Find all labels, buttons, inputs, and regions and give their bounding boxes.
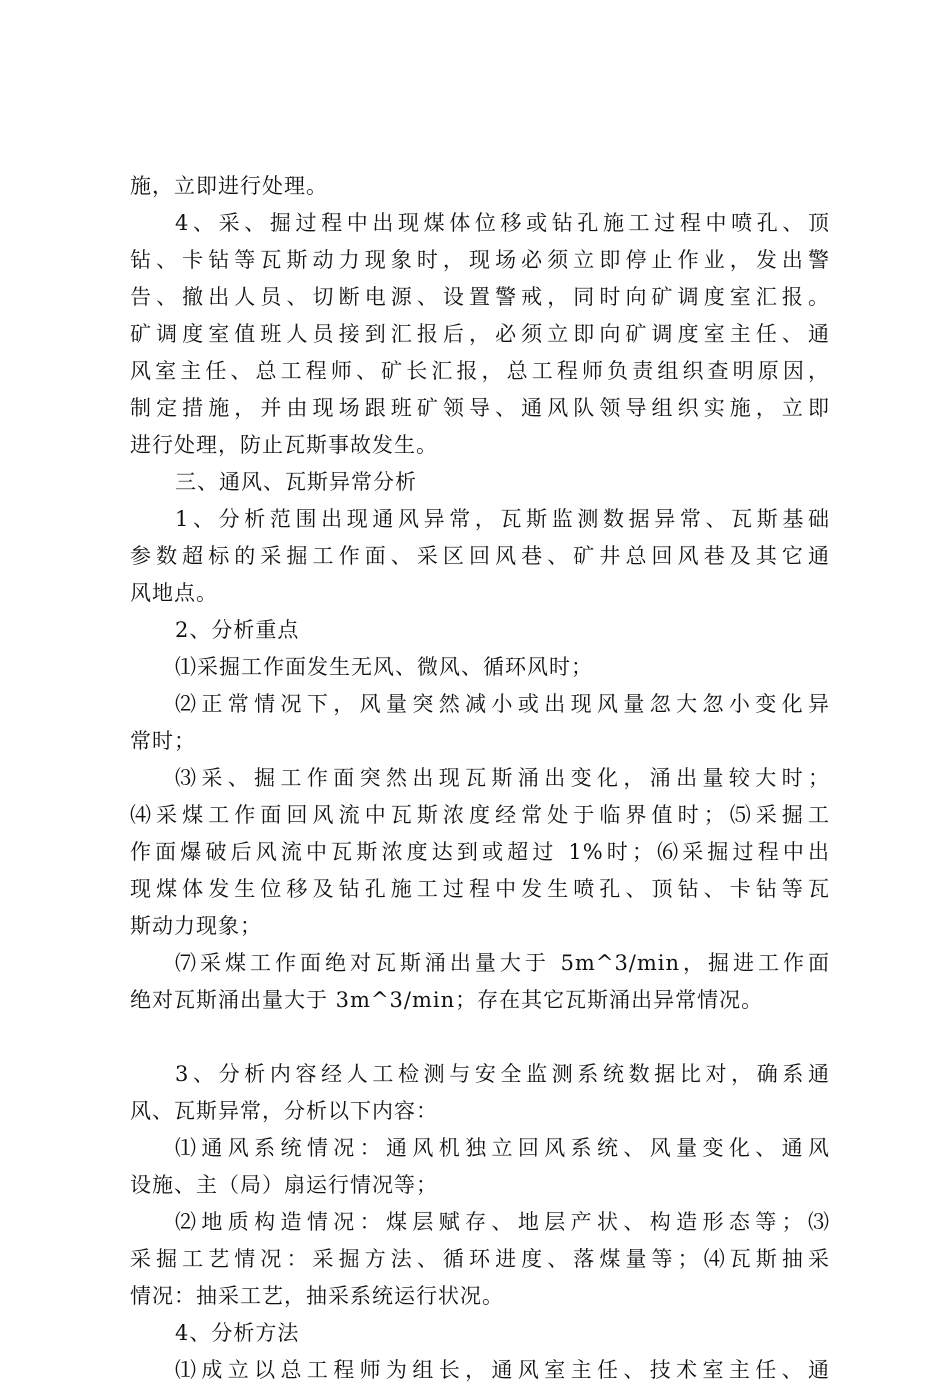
text-line: 进行处理，防止瓦斯事故发生。	[130, 433, 438, 457]
text-line: ⑴通风系统情况：通风机独立回风系统、风量变化、通风	[175, 1136, 830, 1160]
text-line: 矿调度室值班人员接到汇报后，必须立即向矿调度室主任、通	[130, 322, 830, 346]
text-line: 情况：抽采工艺，抽采系统运行状况。	[130, 1284, 504, 1308]
text-line: ⑺采煤工作面绝对瓦斯涌出量大于 5m^3/min，掘进工作面	[175, 951, 830, 975]
subsection-heading: 2、分析重点	[175, 618, 300, 642]
text-line: 施，立即进行处理。	[130, 174, 328, 198]
text-line: 告、撤出人员、切断电源、设置警戒，同时向矿调度室汇报。	[130, 285, 830, 309]
text-line: 1、分析范围出现通风异常，瓦斯监测数据异常、瓦斯基础	[175, 507, 830, 531]
text-line: 3、分析内容经人工检测与安全监测系统数据比对，确系通	[175, 1062, 830, 1086]
text-line: 现煤体发生位移及钻孔施工过程中发生喷孔、顶钻、卡钻等瓦	[130, 877, 830, 901]
text-line: 设施、主（局）扇运行情况等；	[130, 1173, 438, 1197]
text-line: 钻、卡钻等瓦斯动力现象时，现场必须立即停止作业，发出警	[130, 248, 830, 272]
text-line: 斯动力现象；	[130, 914, 262, 938]
text-line: ⑷采煤工作面回风流中瓦斯浓度经常处于临界值时；⑸采掘工	[130, 803, 830, 827]
text-line: ⑵地质构造情况：煤层赋存、地层产状、构造形态等；⑶	[175, 1210, 830, 1234]
text-line: 制定措施，并由现场跟班矿领导、通风队领导组织实施，立即	[130, 396, 830, 420]
text-line: ⑶采、掘工作面突然出现瓦斯涌出变化，涌出量较大时；	[175, 766, 830, 790]
paragraph-gap	[130, 1019, 830, 1056]
text-line: 风、瓦斯异常，分析以下内容：	[130, 1099, 438, 1123]
text-line: 4、采、掘过程中出现煤体位移或钻孔施工过程中喷孔、顶	[175, 211, 830, 235]
document-body	[130, 168, 830, 1389]
text-line: 作面爆破后风流中瓦斯浓度达到或超过 1%时；⑹采掘过程中出	[130, 840, 830, 864]
text-line: 参数超标的采掘工作面、采区回风巷、矿井总回风巷及其它通	[130, 544, 830, 568]
section-heading: 三、通风、瓦斯异常分析	[175, 470, 417, 494]
subsection-heading: 4、分析方法	[175, 1321, 300, 1345]
text-line: 常时；	[130, 729, 196, 753]
text-line: ⑵正常情况下，风量突然减小或出现风量忽大忽小变化异	[175, 692, 830, 716]
text-line: ⑴成立以总工程师为组长，通风室主任、技术室主任、通	[175, 1358, 830, 1382]
text-line: ⑴采掘工作面发生无风、微风、循环风时；	[175, 655, 593, 679]
text-line: 风地点。	[130, 581, 218, 605]
text-line: 绝对瓦斯涌出量大于 3m^3/min；存在其它瓦斯涌出异常情况。	[130, 988, 764, 1012]
text-line: 风室主任、总工程师、矿长汇报，总工程师负责组织查明原因，	[130, 359, 830, 383]
text-line: 采掘工艺情况：采掘方法、循环进度、落煤量等；⑷瓦斯抽采	[130, 1247, 830, 1271]
